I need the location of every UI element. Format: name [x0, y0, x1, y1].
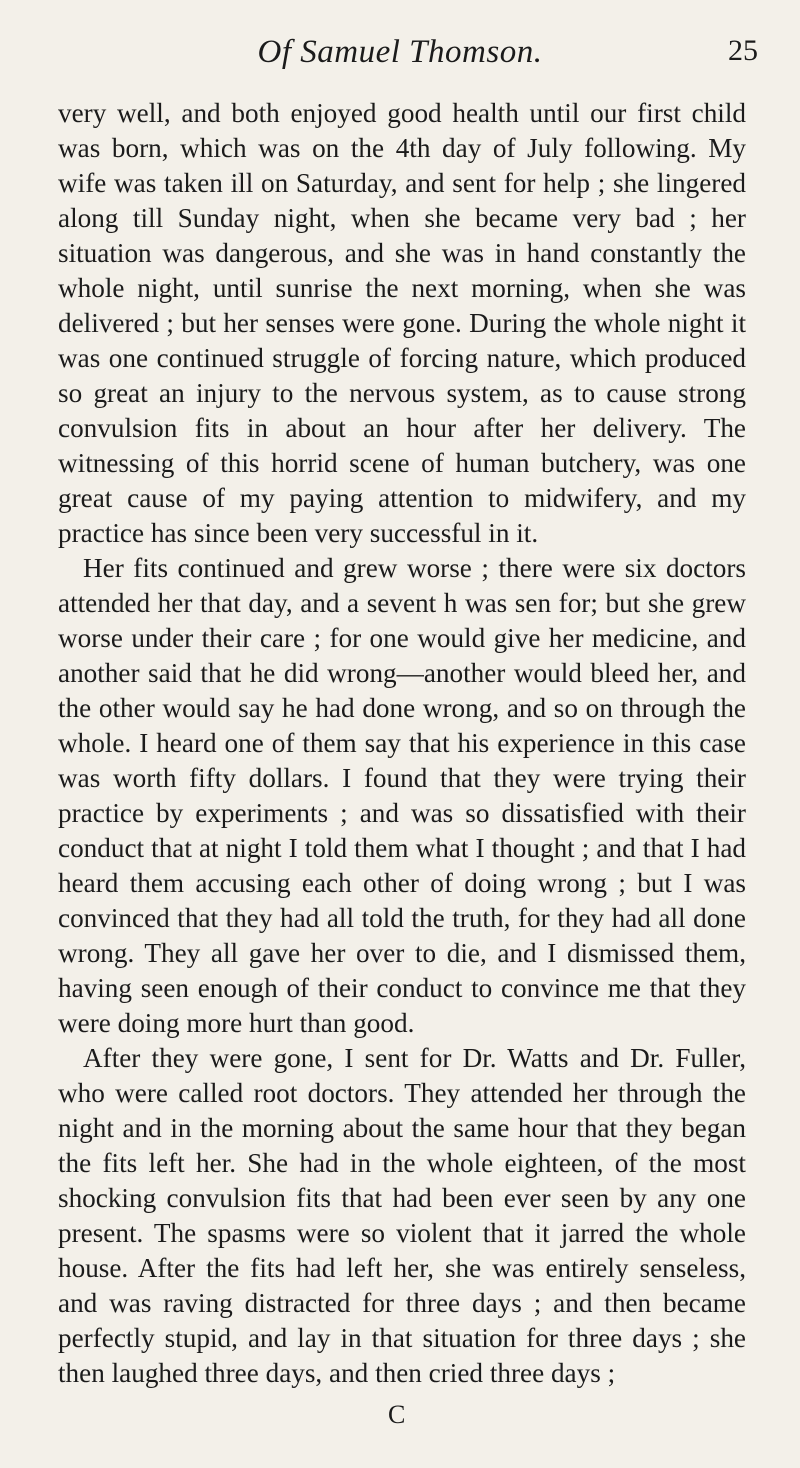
paragraph-3: After they were gone, I sent for Dr. Watts and Dr. Fuller, who were called root doctors. They attended her through the night and in the morning about the same hour that they began the fits left her. She had in the whole eighteen, of the most shocking convulsion fits that had been ever seen by any one present. The spasms were so violent that it jarred the whole house. After the fits had left her, she was entirely senseless, and was raving distracted for three days ; and then became perfectly stupid, and lay in that situation for three days ; she then laughed three days, and then cried three days ;: [58, 1043, 746, 1388]
paragraph-1: very well, and both enjoyed good health until our first child was born, which was on the 4th day of July following. My wife was taken ill on Saturday, and sent for help ; she lingered along till Sunday night, when she became very bad ; her situation was dangerous, and she was in hand constantly the whole night, until sunrise the next morning, when she was delivered ; but her senses were gone. During the whole night it was one continued struggle of forcing nature, which produced so great an injury to the nervous system, as to cause strong convulsion fits in about an hour after her delivery. The witnessing of this horrid scene of human butchery, was one great cause of my paying attention to midwifery, and my practice has since been very successful in it.: [58, 98, 746, 548]
running-title: Of Samuel Thomson.: [257, 34, 543, 70]
paragraph-2: Her fits continued and grew worse ; there were six doctors attended her that day, and a sevent h was sen for; but she grew worse under their care ; for one would give her medicine, and another said that he did wrong—another would bleed her, and the other would say he had done wrong, and so on through the whole. I heard one of them say that his experience in this case was worth fifty dollars. I found that they were trying their practice by experiments ; and was so dissatisfied with their conduct that at night I told them what I thought ; and that I had heard them accusing each other of doing wrong ; but I was convinced that they had all told the truth, for they had all done wrong. They all gave her over to die, and I dismissed them, having seen enough of their conduct to convince me that they were doing more hurt than good.: [58, 553, 746, 1038]
signature-mark: C: [388, 1400, 406, 1429]
page-header: [0, 34, 800, 84]
body-text: [58, 96, 746, 1391]
page-number: 25: [728, 34, 758, 67]
